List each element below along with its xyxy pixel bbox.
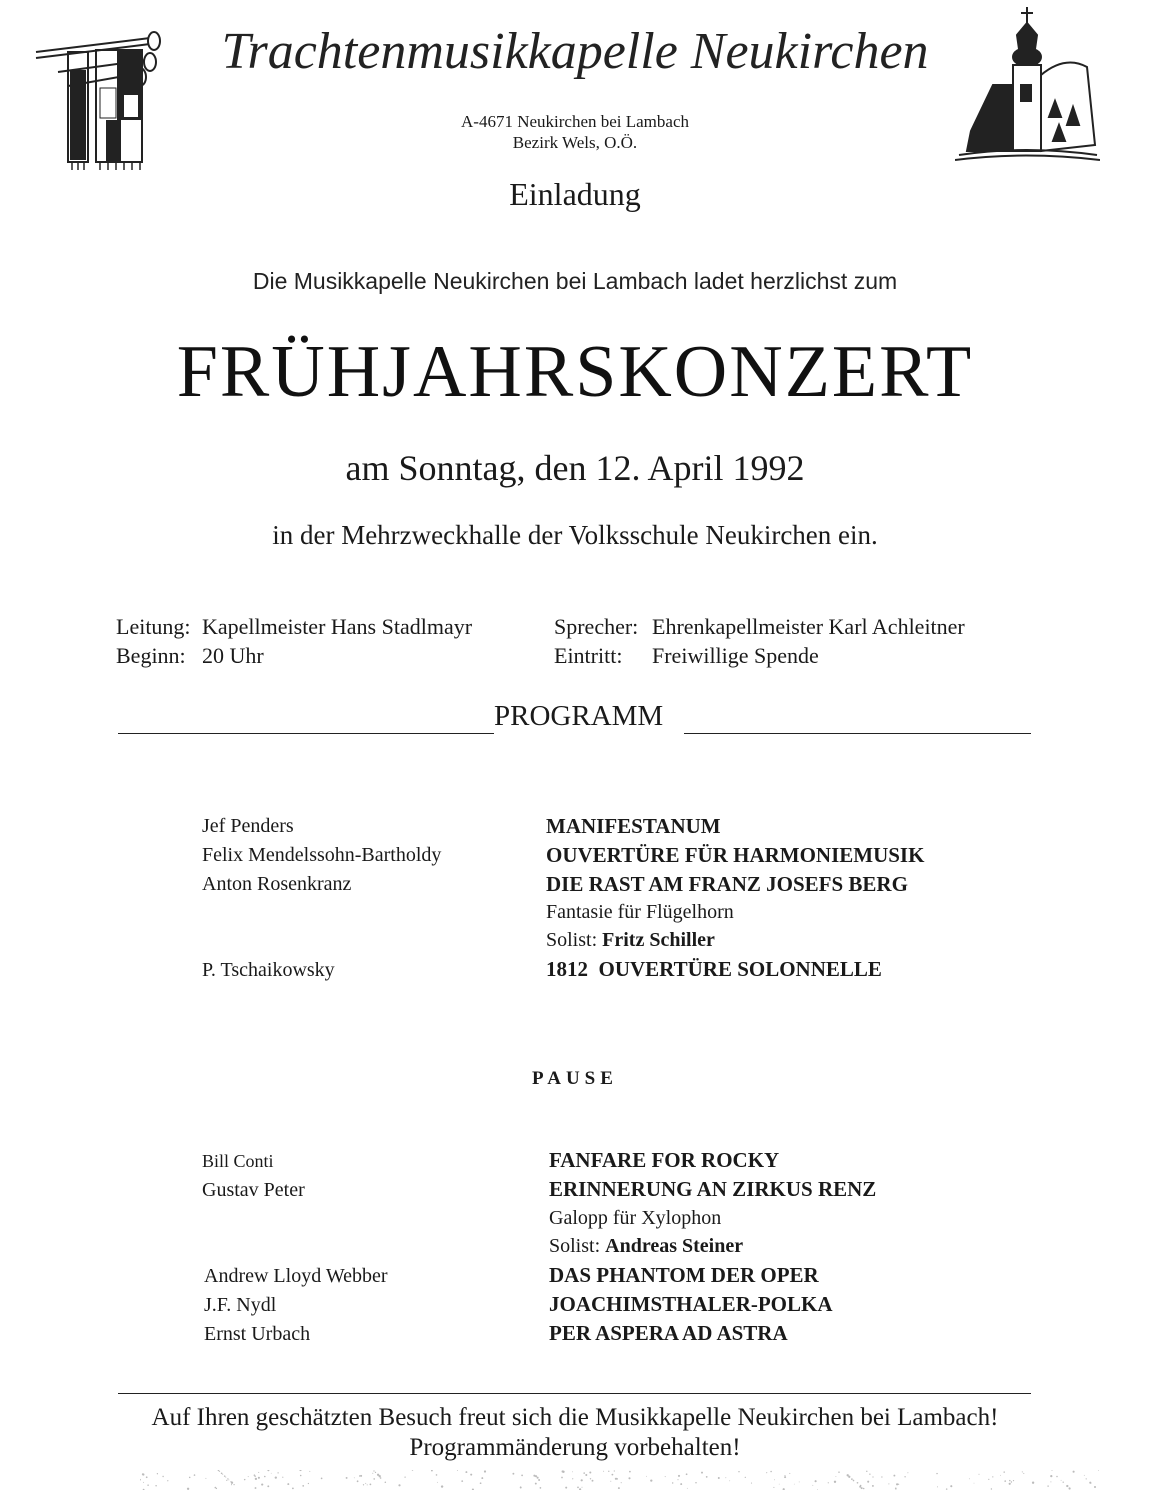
work-title: MANIFESTANUM bbox=[546, 814, 721, 838]
footer-line-2: Programmänderung vorbehalten! bbox=[409, 1434, 741, 1461]
footer-rule bbox=[118, 1393, 1031, 1394]
work-title: ERINNERUNG AN ZIRKUS RENZ bbox=[549, 1177, 877, 1201]
work-title: 1812 OUVERTÜRE SOLONNELLE bbox=[546, 957, 882, 981]
soloist-name: Andreas Steiner bbox=[605, 1235, 744, 1257]
work-title: DAS PHANTOM DER OPER bbox=[549, 1263, 819, 1287]
work-subtitle: Galopp für Xylophon bbox=[549, 1207, 722, 1229]
concert-title: FRÜHJAHRSKONZERT bbox=[176, 331, 974, 413]
soloist-label: Solist: bbox=[549, 1235, 601, 1257]
programm-title: PROGRAMM bbox=[494, 700, 664, 732]
footer-line-1: Auf Ihren geschätzten Besuch freut sich die Musikkapelle Neukirchen bei Lambach! bbox=[151, 1404, 999, 1431]
concert-venue: in der Mehrzweckhalle der Volksschule Neukirchen ein. bbox=[272, 520, 878, 550]
soloist-line bbox=[546, 929, 715, 952]
composer: Ernst Urbach bbox=[204, 1323, 311, 1345]
composer: Bill Conti bbox=[202, 1151, 274, 1171]
invitation-heading: Einladung bbox=[509, 176, 641, 212]
work-title: DIE RAST AM FRANZ JOSEFS BERG bbox=[546, 872, 908, 896]
work-subtitle: Fantasie für Flügelhorn bbox=[546, 901, 734, 923]
scan-noise bbox=[140, 1470, 1100, 1490]
composer: Andrew Lloyd Webber bbox=[204, 1265, 388, 1287]
soloist-label: Solist: bbox=[546, 929, 598, 951]
concert-date: am Sonntag, den 12. April 1992 bbox=[345, 448, 805, 488]
eintritt-value: Freiwillige Spende bbox=[652, 643, 819, 668]
work-title: FANFARE FOR ROCKY bbox=[549, 1148, 780, 1172]
eintritt-label: Eintritt: bbox=[554, 643, 623, 668]
beginn-value: 20 Uhr bbox=[202, 643, 264, 668]
composer: Anton Rosenkranz bbox=[202, 873, 352, 895]
leitung-value: Kapellmeister Hans Stadlmayr bbox=[202, 614, 473, 639]
work-title: PER ASPERA AD ASTRA bbox=[549, 1321, 788, 1345]
soloist-line bbox=[549, 1235, 743, 1258]
composer: P. Tschaikowsky bbox=[202, 959, 335, 981]
pause-label: PAUSE bbox=[532, 1068, 618, 1089]
invitation-intro: Die Musikkapelle Neukirchen bei Lambach ladet herzlichst zum bbox=[252, 268, 898, 294]
composer: Jef Penders bbox=[202, 815, 294, 837]
work-title: OUVERTÜRE FÜR HARMONIEMUSIK bbox=[546, 843, 925, 867]
composer: Felix Mendelssohn-Bartholdy bbox=[202, 844, 442, 866]
beginn-label: Beginn: bbox=[116, 643, 186, 668]
programm-rule-right bbox=[684, 733, 1031, 734]
sprecher-label: Sprecher: bbox=[554, 614, 639, 639]
org-name: Trachtenmusikkapelle Neukirchen bbox=[221, 23, 929, 80]
work-title: JOACHIMSTHALER-POLKA bbox=[549, 1292, 833, 1316]
address-line-2: Bezirk Wels, O.Ö. bbox=[512, 133, 638, 152]
address-line-1: A-4671 Neukirchen bei Lambach bbox=[461, 112, 689, 131]
composer: J.F. Nydl bbox=[204, 1294, 277, 1316]
composer: Gustav Peter bbox=[202, 1179, 305, 1201]
programm-rule-left bbox=[118, 733, 494, 734]
sprecher-value: Ehrenkapellmeister Karl Achleitner bbox=[652, 614, 965, 639]
leitung-label: Leitung: bbox=[116, 614, 191, 639]
soloist-name: Fritz Schiller bbox=[602, 929, 715, 951]
